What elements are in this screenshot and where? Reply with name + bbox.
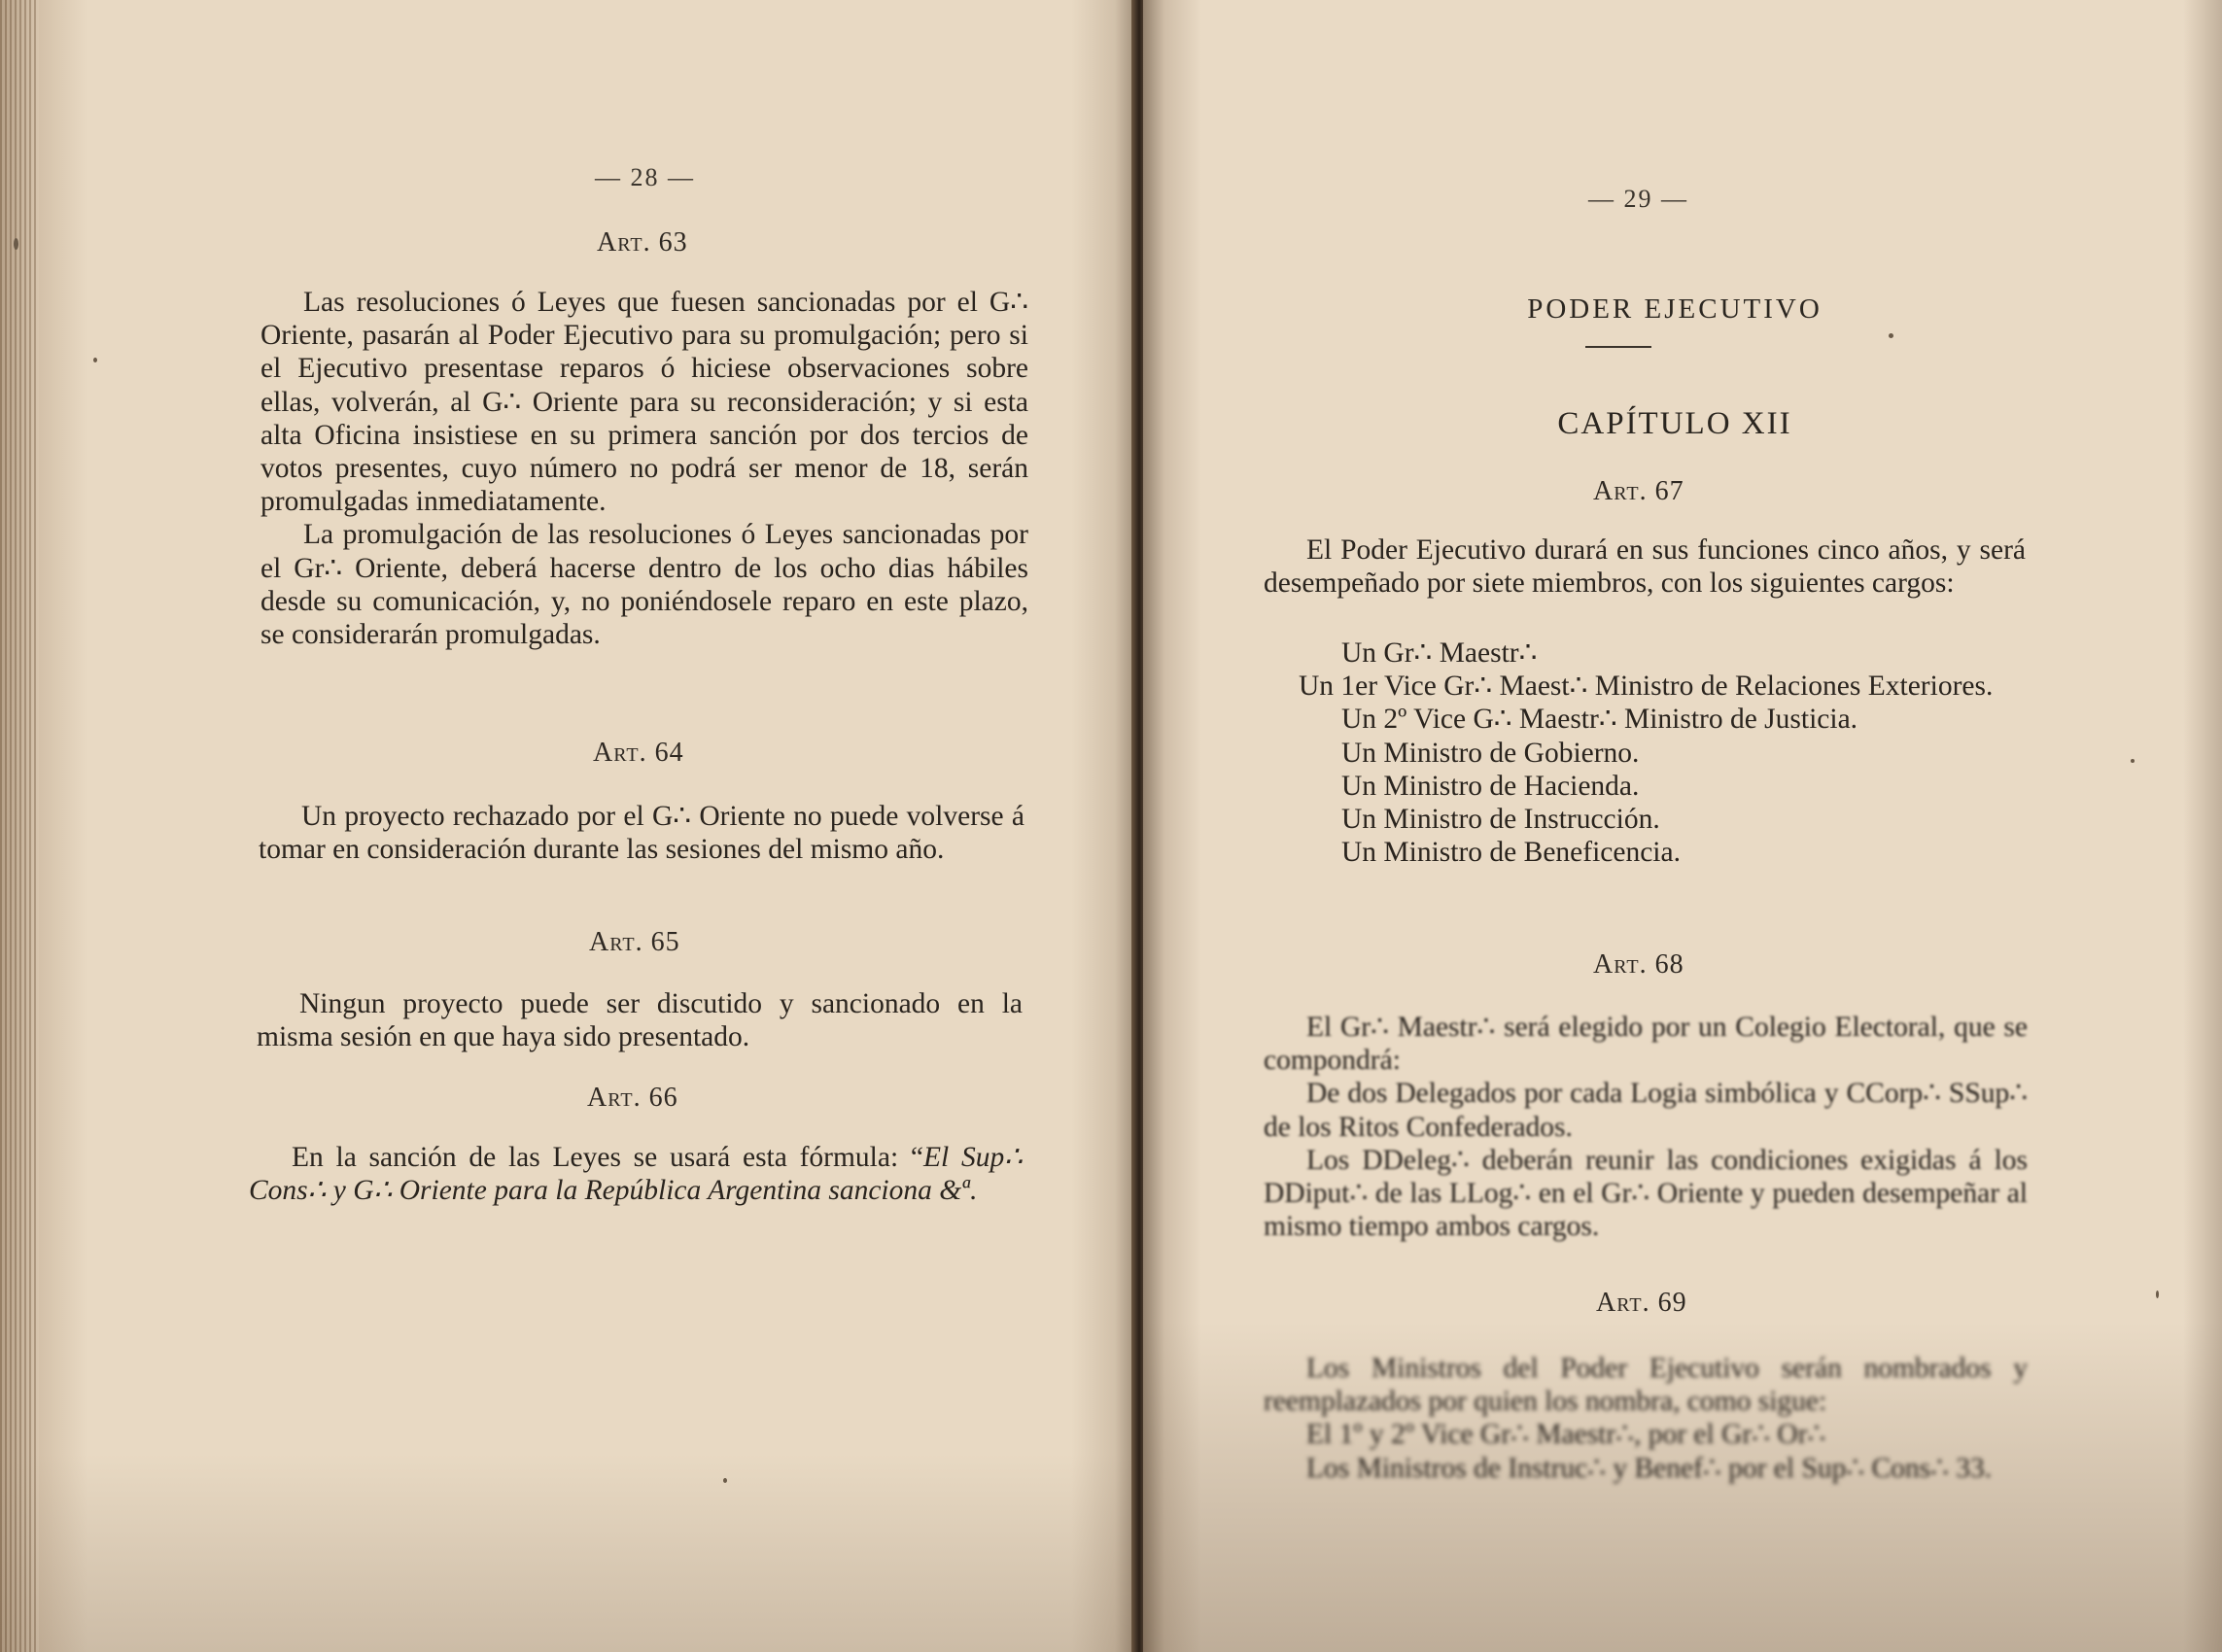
paper-stain [93,358,97,362]
article-66-text [249,1141,1023,1207]
paper-stain [2156,1291,2159,1298]
section-title: PODER EJECUTIVO [1527,293,1823,325]
paper-stain [723,1478,727,1483]
chapter-title: CAPÍTULO XII [1557,406,1792,441]
article-65-heading: Art. 65 [589,927,680,957]
article-69-text [1264,1352,2028,1485]
article-64-paragraph: Un proyecto rechazado por el G∴ Oriente no puede volverse á tomar en consideración durante las sesiones del mismo año. [259,801,1024,866]
article-64-text [259,800,1024,866]
list-item: Un 1er Vice Gr∴ Maest∴ Ministro de Relaciones Exteriores. [1299,671,1994,703]
list-item: Un Ministro de Beneficencia. [1341,837,1681,869]
list-item: Un Ministro de Instrucción. [1341,804,1660,836]
article-64-heading: Art. 64 [593,738,684,768]
article-68-heading: Art. 68 [1593,949,1684,980]
page-number-29: — 29 — [1588,185,1688,213]
right-page [1143,0,2222,1652]
article-69-paragraph-3: Los Ministros de Instruc∴ y Benef∴ por el Sup∴ Cons∴ 33. [1306,1452,1993,1484]
article-66-formula: El Sup∴ Cons∴ y G∴ Oriente para la República Argentina sanciona &ª [249,1142,1023,1207]
article-69-paragraph-2: El 1º y 2º Vice Gr∴ Maestr∴, por el Gr∴ Or∴ [1306,1419,1826,1451]
article-65-text [257,987,1023,1053]
article-69-heading: Art. 69 [1596,1288,1687,1318]
article-63-paragraph-2: La promulgación de las resoluciones ó Leyes sancionadas por el Gr∴ Oriente, deberá hacerse dentro de los ocho dias hábiles desde su comunicación, y, no poniéndosele reparo en este plazo, se considerarán promulgadas. [260,519,1028,651]
list-item: Un Ministro de Hacienda. [1341,770,1640,802]
page-edges [0,0,39,1652]
article-68-text [1264,1011,2028,1243]
article-66-paragraph [249,1141,1023,1207]
article-68-paragraph-2: De dos Delegados por cada Logia simbólica y CCorp∴ SSup∴ de los Ritos Confederados. [1264,1078,2028,1143]
list-item: Un 2º Vice G∴ Maestr∴ Ministro de Justicia. [1341,704,1858,736]
article-65-paragraph: Ningun proyecto puede ser discutido y sancionado en la misma sesión en que haya sido presentado. [257,988,1023,1053]
list-item: Un Gr∴ Maestr∴ [1341,637,1538,669]
list-item: Un Ministro de Gobierno. [1341,737,1640,769]
article-68-paragraph-3: Los DDeleg∴ deberán reunir las condiciones exigidas á los DDiput∴ de las LLog∴ en el Gr∴ Oriente y pueden desempeñar al mismo tiempo ambos cargos. [1264,1144,2028,1243]
paper-stain [14,238,18,250]
article-63-heading: Art. 63 [597,227,688,258]
article-67-list [1264,637,2026,869]
article-63-paragraph-1: Las resoluciones ó Leyes que fuesen sancionadas por el G∴ Oriente, pasarán al Poder Ejecutivo para su promulgación; pero si el Ejecutivo presentase reparos ó hiciese observaciones sobre ellas, volverán, al G∴ Oriente para su reconsideración; y si esta alta Oficina insistiese en su primera sanción por dos tercios de votos presentes, cuyo número no podrá ser menor de 18, serán promulgadas inmediatamente. [260,287,1028,518]
article-67-heading: Art. 67 [1593,476,1684,506]
article-66-text-end: . [969,1175,977,1207]
article-67-text [1264,533,2026,600]
paper-stain [1889,333,1893,338]
article-68-paragraph-1: El Gr∴ Maestr∴ será elegido por un Colegio Electoral, que se compondrá: [1264,1012,2028,1077]
page-number-28: — 28 — [595,163,695,191]
article-66-text-start: En la sanción de las Leyes se usará esta fórmula: “ [292,1142,924,1173]
paper-stain [2131,759,2135,763]
article-67-intro: El Poder Ejecutivo durará en sus funciones cinco años, y será desempeñado por siete miembros, con los siguientes cargos: [1264,534,2026,600]
section-divider [1585,346,1651,348]
article-63-text [260,286,1028,651]
article-69-paragraph-1: Los Ministros del Poder Ejecutivo serán nombrados y reemplazados por quien los nombra, como sigue: [1264,1353,2028,1418]
article-66-heading: Art. 66 [587,1083,678,1113]
